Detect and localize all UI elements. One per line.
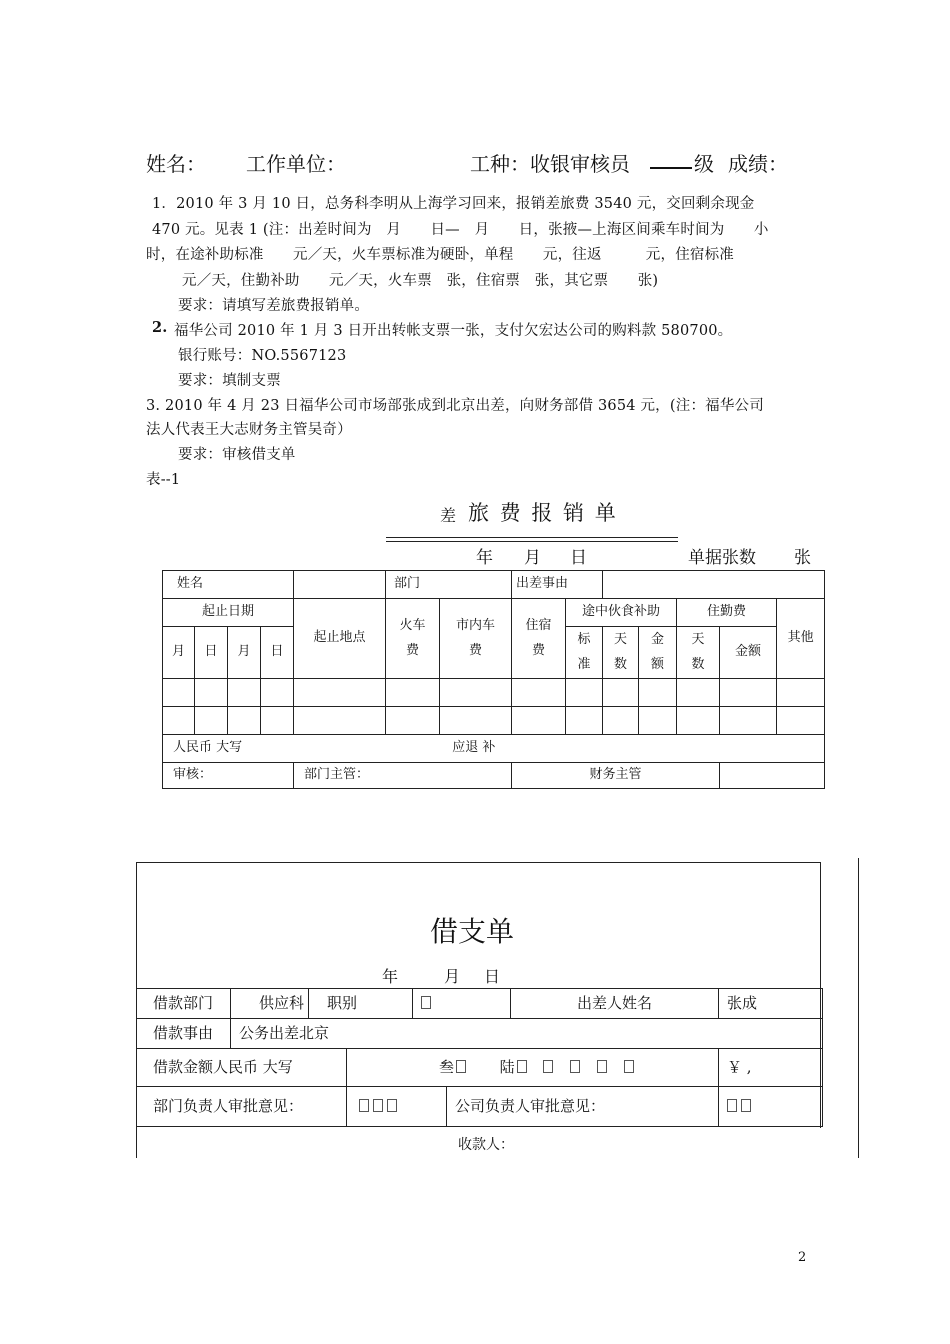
name-cell: 姓名 [163,571,294,599]
q1-line4: 元／天，住勤补助 元／天，火车票 张，住宿票 张，其它票 张) [182,273,659,289]
loan-table [136,988,823,1127]
fin-head-input[interactable] [720,763,825,789]
rmb-row[interactable] [163,735,825,763]
table-reference: 表--1 [146,472,181,488]
q3-requirement: 要求：审核借支单 [178,447,296,463]
day-end-header: 日 [261,627,294,679]
company-approval-label: 公司负责人审批意见： [447,1087,719,1127]
table-row[interactable] [163,679,825,707]
place-header: 起止地点 [294,599,386,679]
expense-table [162,570,825,789]
loan-dept-value[interactable]: 供应科 [231,989,309,1019]
month-end-header: 月 [228,627,261,679]
placeholder-box [456,1060,466,1073]
city-header-text: 市内车费 [456,617,496,658]
loan-frame-outer-right [858,858,859,1158]
dept-approval-value[interactable] [347,1087,447,1127]
page-number: 2 [798,1250,807,1265]
reason-input[interactable] [603,571,825,599]
level-blank[interactable] [650,148,692,172]
q2-text: 福华公司 2010 年 1 月 3 日开出转帐支票一张，支付欠宏达公司的购料款 580700。 [174,323,733,339]
meal-subsidy-header: 途中伙食补助 [566,599,677,627]
placeholder-box [741,1099,751,1112]
q1-line2: 470 元。见表 1 (注：出差时间为 月 日— 月 日，张掖—上海区间乘车时间为 小 [152,222,769,238]
placeholder-box [570,1060,580,1073]
loan-reason-label: 借款事由 [137,1019,231,1049]
job-label: 工种：收银审核员 [470,152,630,176]
expense-title-small: 差 [440,506,457,525]
other-header: 其他 [777,599,825,679]
placeholder-box [517,1060,527,1073]
receipt-count-unit: 张 [794,548,811,568]
level-label: 级 [694,152,714,176]
loan-dept-label: 借款部门 [137,989,231,1019]
name-label: 姓名： [146,152,206,176]
q2-requirement: 要求：填制支票 [178,373,281,389]
lodging-amount-header: 金额 [720,627,777,679]
hotel-header [512,599,566,679]
loan-reason-value[interactable]: 公务出差北京 [231,1019,823,1049]
loan-date-day: 日 [484,967,501,986]
placeholder-box [543,1060,553,1073]
standard-header-text: 标准 [577,631,591,672]
placeholder-box [373,1099,383,1112]
loan-date-month: 月 [444,967,461,986]
placeholder-box [387,1099,397,1112]
traveler-value[interactable]: 张成 [719,989,823,1019]
loan-title: 借支单 [430,915,515,948]
hotel-header-text: 住宿费 [525,617,552,658]
placeholder-box [421,996,431,1009]
fin-head-cell: 财务主管 [512,763,720,789]
audit-cell: 审核： [163,763,294,789]
expense-date-year: 年 [476,548,493,568]
name-input[interactable] [294,571,386,599]
standard-header [566,627,603,679]
q1-line1: 1．2010 年 3 月 10 日，总务科李明从上海学习回来，报销差旅费 3540 元，交回剩余现金 [152,196,755,212]
day-start-header: 日 [195,627,228,679]
loan-post-value[interactable] [413,989,511,1019]
traveler-label: 出差人姓名 [511,989,719,1019]
table-row[interactable] [163,707,825,735]
loan-amount-value[interactable] [347,1049,719,1087]
reason-cell: 出差事由 [512,571,603,599]
q3-line1: 3. 2010 年 4 月 23 日福华公司市场部张成到北京出差，向财务部借 3654 元，(注：福华公司 [146,398,764,414]
dept-approval-label: 部门负责人审批意见： [137,1087,347,1127]
receipt-count-label: 单据张数 [688,548,756,568]
loan-post-label: 职别 [309,989,413,1019]
amount-header-text: 金额 [651,631,665,672]
amount-symbol[interactable]: ￥ , [719,1049,823,1087]
expense-date-month: 月 [524,548,541,568]
loan-frame-top [136,862,820,863]
company-approval-value[interactable] [719,1087,823,1127]
placeholder-box [624,1060,634,1073]
amount-header [639,627,677,679]
train-header-text: 火车费 [399,617,426,658]
expense-title: 旅 费 报 销 单 [468,501,618,525]
days-header [603,627,639,679]
placeholder-box [727,1099,737,1112]
days-header-text: 天数 [614,631,628,672]
placeholder-box [359,1099,369,1112]
q2-number: 2. [152,319,168,336]
placeholder-box [597,1060,607,1073]
loan-date-year: 年 [382,967,399,986]
receiver-label: 收款人： [458,1137,514,1153]
loan-amount-label: 借款金额人民币 大写 [137,1049,347,1087]
title-underline-2 [386,541,678,542]
title-underline-1 [386,537,678,538]
unit-label: 工作单位： [246,152,346,176]
rmb-label: 人民币 大写 [173,740,243,756]
period-header: 起止日期 [163,599,294,627]
month-start-header: 月 [163,627,195,679]
amount-char-1: 叁 [439,1058,455,1076]
dept-head-cell: 部门主管： [294,763,512,789]
lodging-days-header-text: 天数 [691,631,705,672]
lodging-days-header [677,627,720,679]
q2-account: 银行账号：NO.5567123 [178,348,347,364]
train-header [386,599,440,679]
dept-cell: 部门 [386,571,512,599]
score-label: 成绩： [728,152,788,176]
amount-char-2: 陆 [499,1058,515,1076]
refund-label: 应退 补 [452,740,496,756]
lodging-fee-header: 住勤费 [677,599,777,627]
expense-date-day: 日 [570,548,587,568]
q1-requirement: 要求：请填写差旅费报销单。 [178,298,370,314]
city-header [440,599,512,679]
q1-line3: 时，在途补助标准 元／天，火车票标准为硬卧，单程 元，往返 元，住宿标准 [146,247,734,263]
q3-line2: 法人代表王大志财务主管吴奇） [146,422,352,438]
